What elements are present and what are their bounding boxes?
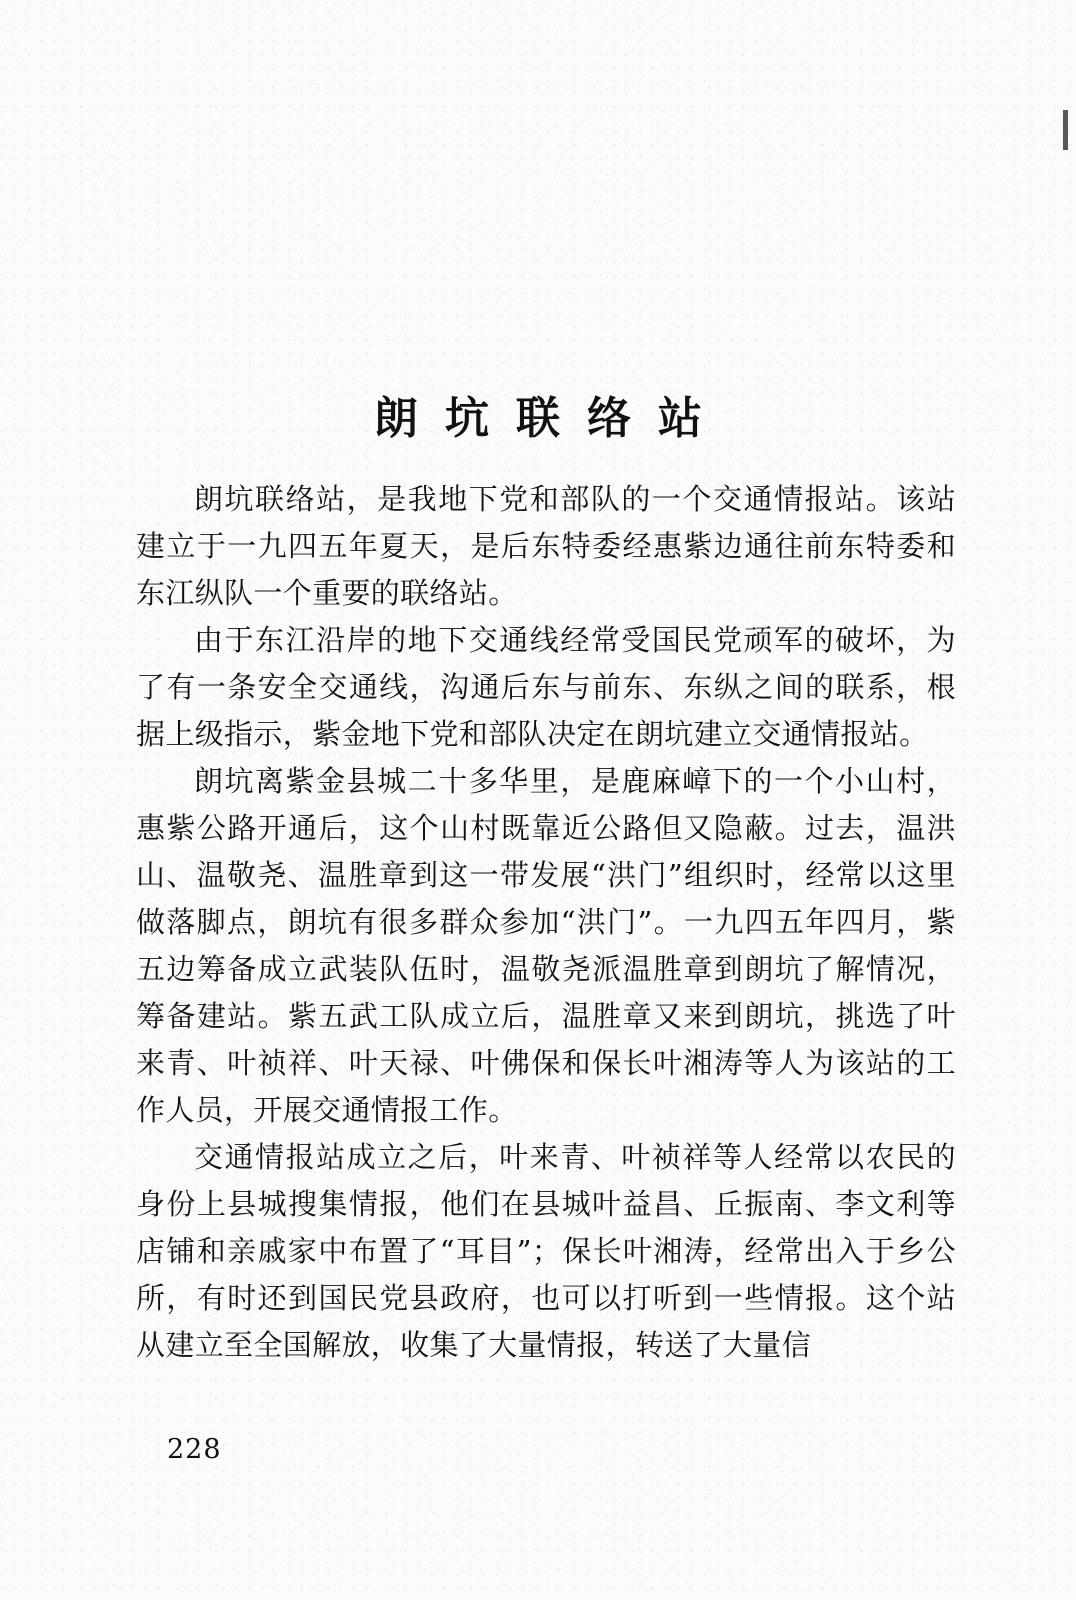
- paragraph-3: 朗坑离紫金县城二十多华里，是鹿麻嶂下的一个小山村，惠紫公路开通后，这个山村既靠近公路但又隐蔽。过去，温洪山、温敬尧、温胜章到这一带发展“洪门”组织时，经常以这里做落脚点，朗坑有很多群众参加“洪门”。一九四五年四月，紫五边筹备成立武装队伍时，温敬尧派温胜章到朗坑了解情况，筹备建站。紫五武工队成立后，温胜章又来到朗坑，挑选了叶来青、叶祯祥、叶天禄、叶佛保和保长叶湘涛等人为该站的工作人员，开展交通情报工作。: [136, 764, 956, 1127]
- page-number: 228: [167, 1434, 222, 1465]
- article-body: [136, 476, 956, 1369]
- scan-edge-mark: [1063, 110, 1068, 150]
- paragraph-2: 由于东江沿岸的地下交通线经常受国民党顽军的破坏，为了有一条安全交通线，沟通后东与前东、东纵之间的联系，根据上级指示，紫金地下党和部队决定在朗坑建立交通情报站。: [136, 623, 956, 751]
- paragraph-1: 朗坑联络站，是我地下党和部队的一个交通情报站。该站建立于一九四五年夏天，是后东特委经惠紫边通往前东特委和东江纵队一个重要的联络站。: [136, 482, 956, 610]
- chapter-title: 朗坑联络站: [374, 393, 729, 445]
- paragraph-4: 交通情报站成立之后，叶来青、叶祯祥等人经常以农民的身份上县城搜集情报，他们在县城叶益昌、丘振南、李文利等店铺和亲戚家中布置了“耳目”；保长叶湘涛，经常出入于乡公所，有时还到国民党县政府，也可以打听到一些情报。这个站从建立至全国解放，收集了大量情报，转送了大量信: [136, 1140, 956, 1362]
